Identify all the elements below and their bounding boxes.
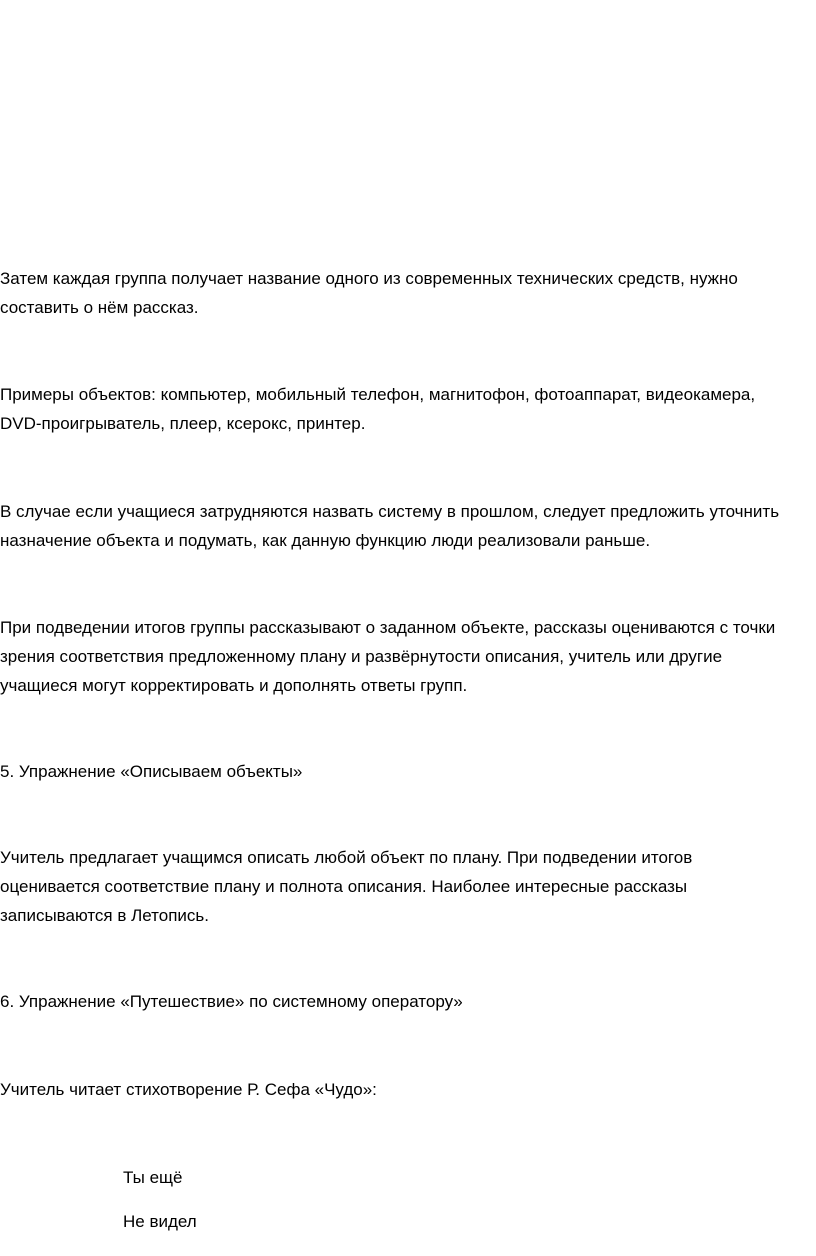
text-line: В случае если учащиеся затрудняются назвать систему в прошлом, следует предложить уточнить [0,502,780,521]
text-line: назначение объекта и подумать, как данную функцию люди реализовали раньше. [0,531,651,550]
text-line: составить о нём рассказ. [0,298,199,317]
paragraph-exercise-5 [0,843,810,930]
text-line: Учитель читает стихотворение Р. Сефа «Чудо»: [0,1080,377,1099]
text-line: зрения соответствия предложенному плану и развёрнутости описания, учитель или другие [0,647,723,666]
paragraph-difficulty [0,497,810,555]
paragraph-intro [0,264,810,322]
paragraph-examples [0,380,810,438]
text-line: Учитель предлагает учащимся описать любой объект по плану. При подведении итогов [0,848,693,867]
section-heading-exercise-5 [0,757,810,786]
text-line: Примеры объектов: компьютер, мобильный телефон, магнитофон, фотоаппарат, видеокамера, [0,385,756,404]
poem-line: Не видел [123,1212,197,1231]
text-line: учащиеся могут корректировать и дополнять ответы групп. [0,676,468,695]
poem-line: Ты ещё [123,1168,183,1187]
text-line: оценивается соответствие плану и полнота описания. Наиболее интересные рассказы [0,877,688,896]
text-line: записываются в Летопись. [0,906,209,925]
text-line: 5. Упражнение «Описываем объекты» [0,762,303,781]
section-heading-exercise-6 [0,987,810,1016]
paragraph-poem-intro [0,1075,810,1104]
text-line: Затем каждая группа получает название одного из современных технических средств, нужно [0,269,738,288]
paragraph-results [0,613,810,700]
text-line: При подведении итогов группы рассказывают о заданном объекте, рассказы оцениваются с точки [0,618,776,637]
text-line: 6. Упражнение «Путешествие» по системному оператору» [0,992,463,1011]
text-line: DVD-проигрыватель, плеер, ксерокс, принтер. [0,414,366,433]
